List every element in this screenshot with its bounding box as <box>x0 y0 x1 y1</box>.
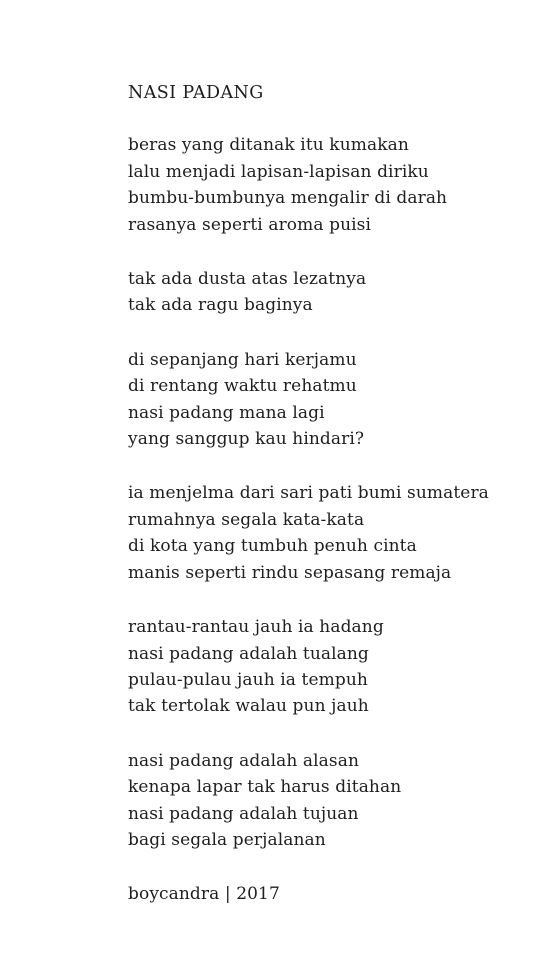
poem-title: NASI PADANG <box>128 83 264 103</box>
poem-line: lalu menjadi lapisan-lapisan diriku <box>128 161 429 182</box>
poem-line: tak tertolak walau pun jauh <box>128 696 369 717</box>
poem-line: beras yang ditanak itu kumakan <box>128 135 409 156</box>
poem-line: manis seperti rindu sepasang remaja <box>128 562 452 583</box>
poem-line: bagi segala perjalanan <box>128 829 326 850</box>
poem-line: di sepanjang hari kerjamu <box>128 349 357 370</box>
poem-line: nasi padang adalah tualang <box>128 643 369 664</box>
poem-line: tak ada ragu baginya <box>128 295 313 316</box>
poem-line: kenapa lapar tak harus ditahan <box>128 777 402 798</box>
stanza <box>128 748 548 854</box>
stanza <box>128 614 548 720</box>
poem <box>128 80 548 908</box>
stanza <box>128 132 548 238</box>
poem-line: nasi padang adalah alasan <box>128 750 360 771</box>
poem-line: tak ada dusta atas lezatnya <box>128 269 367 290</box>
stanza <box>128 266 548 319</box>
poem-line: di rentang waktu rehatmu <box>128 376 357 397</box>
poem-line: bumbu-bumbunya mengalir di darah <box>128 188 448 209</box>
signature: boycandra | 2017 <box>128 884 280 905</box>
poem-line: rumahnya segala kata-kata <box>128 509 365 530</box>
poem-line: yang sanggup kau hindari? <box>128 429 365 450</box>
stanza <box>128 480 548 586</box>
poem-line: ia menjelma dari sari pati bumi sumatera <box>128 483 489 504</box>
stanza <box>128 347 548 453</box>
poem-line: rantau-rantau jauh ia hadang <box>128 617 384 638</box>
poem-line: nasi padang mana lagi <box>128 402 325 423</box>
poem-line: nasi padang adalah tujuan <box>128 803 359 824</box>
poem-line: pulau-pulau jauh ia tempuh <box>128 669 368 690</box>
poem-line: di kota yang tumbuh penuh cinta <box>128 536 417 557</box>
poem-line: rasanya seperti aroma puisi <box>128 214 372 235</box>
